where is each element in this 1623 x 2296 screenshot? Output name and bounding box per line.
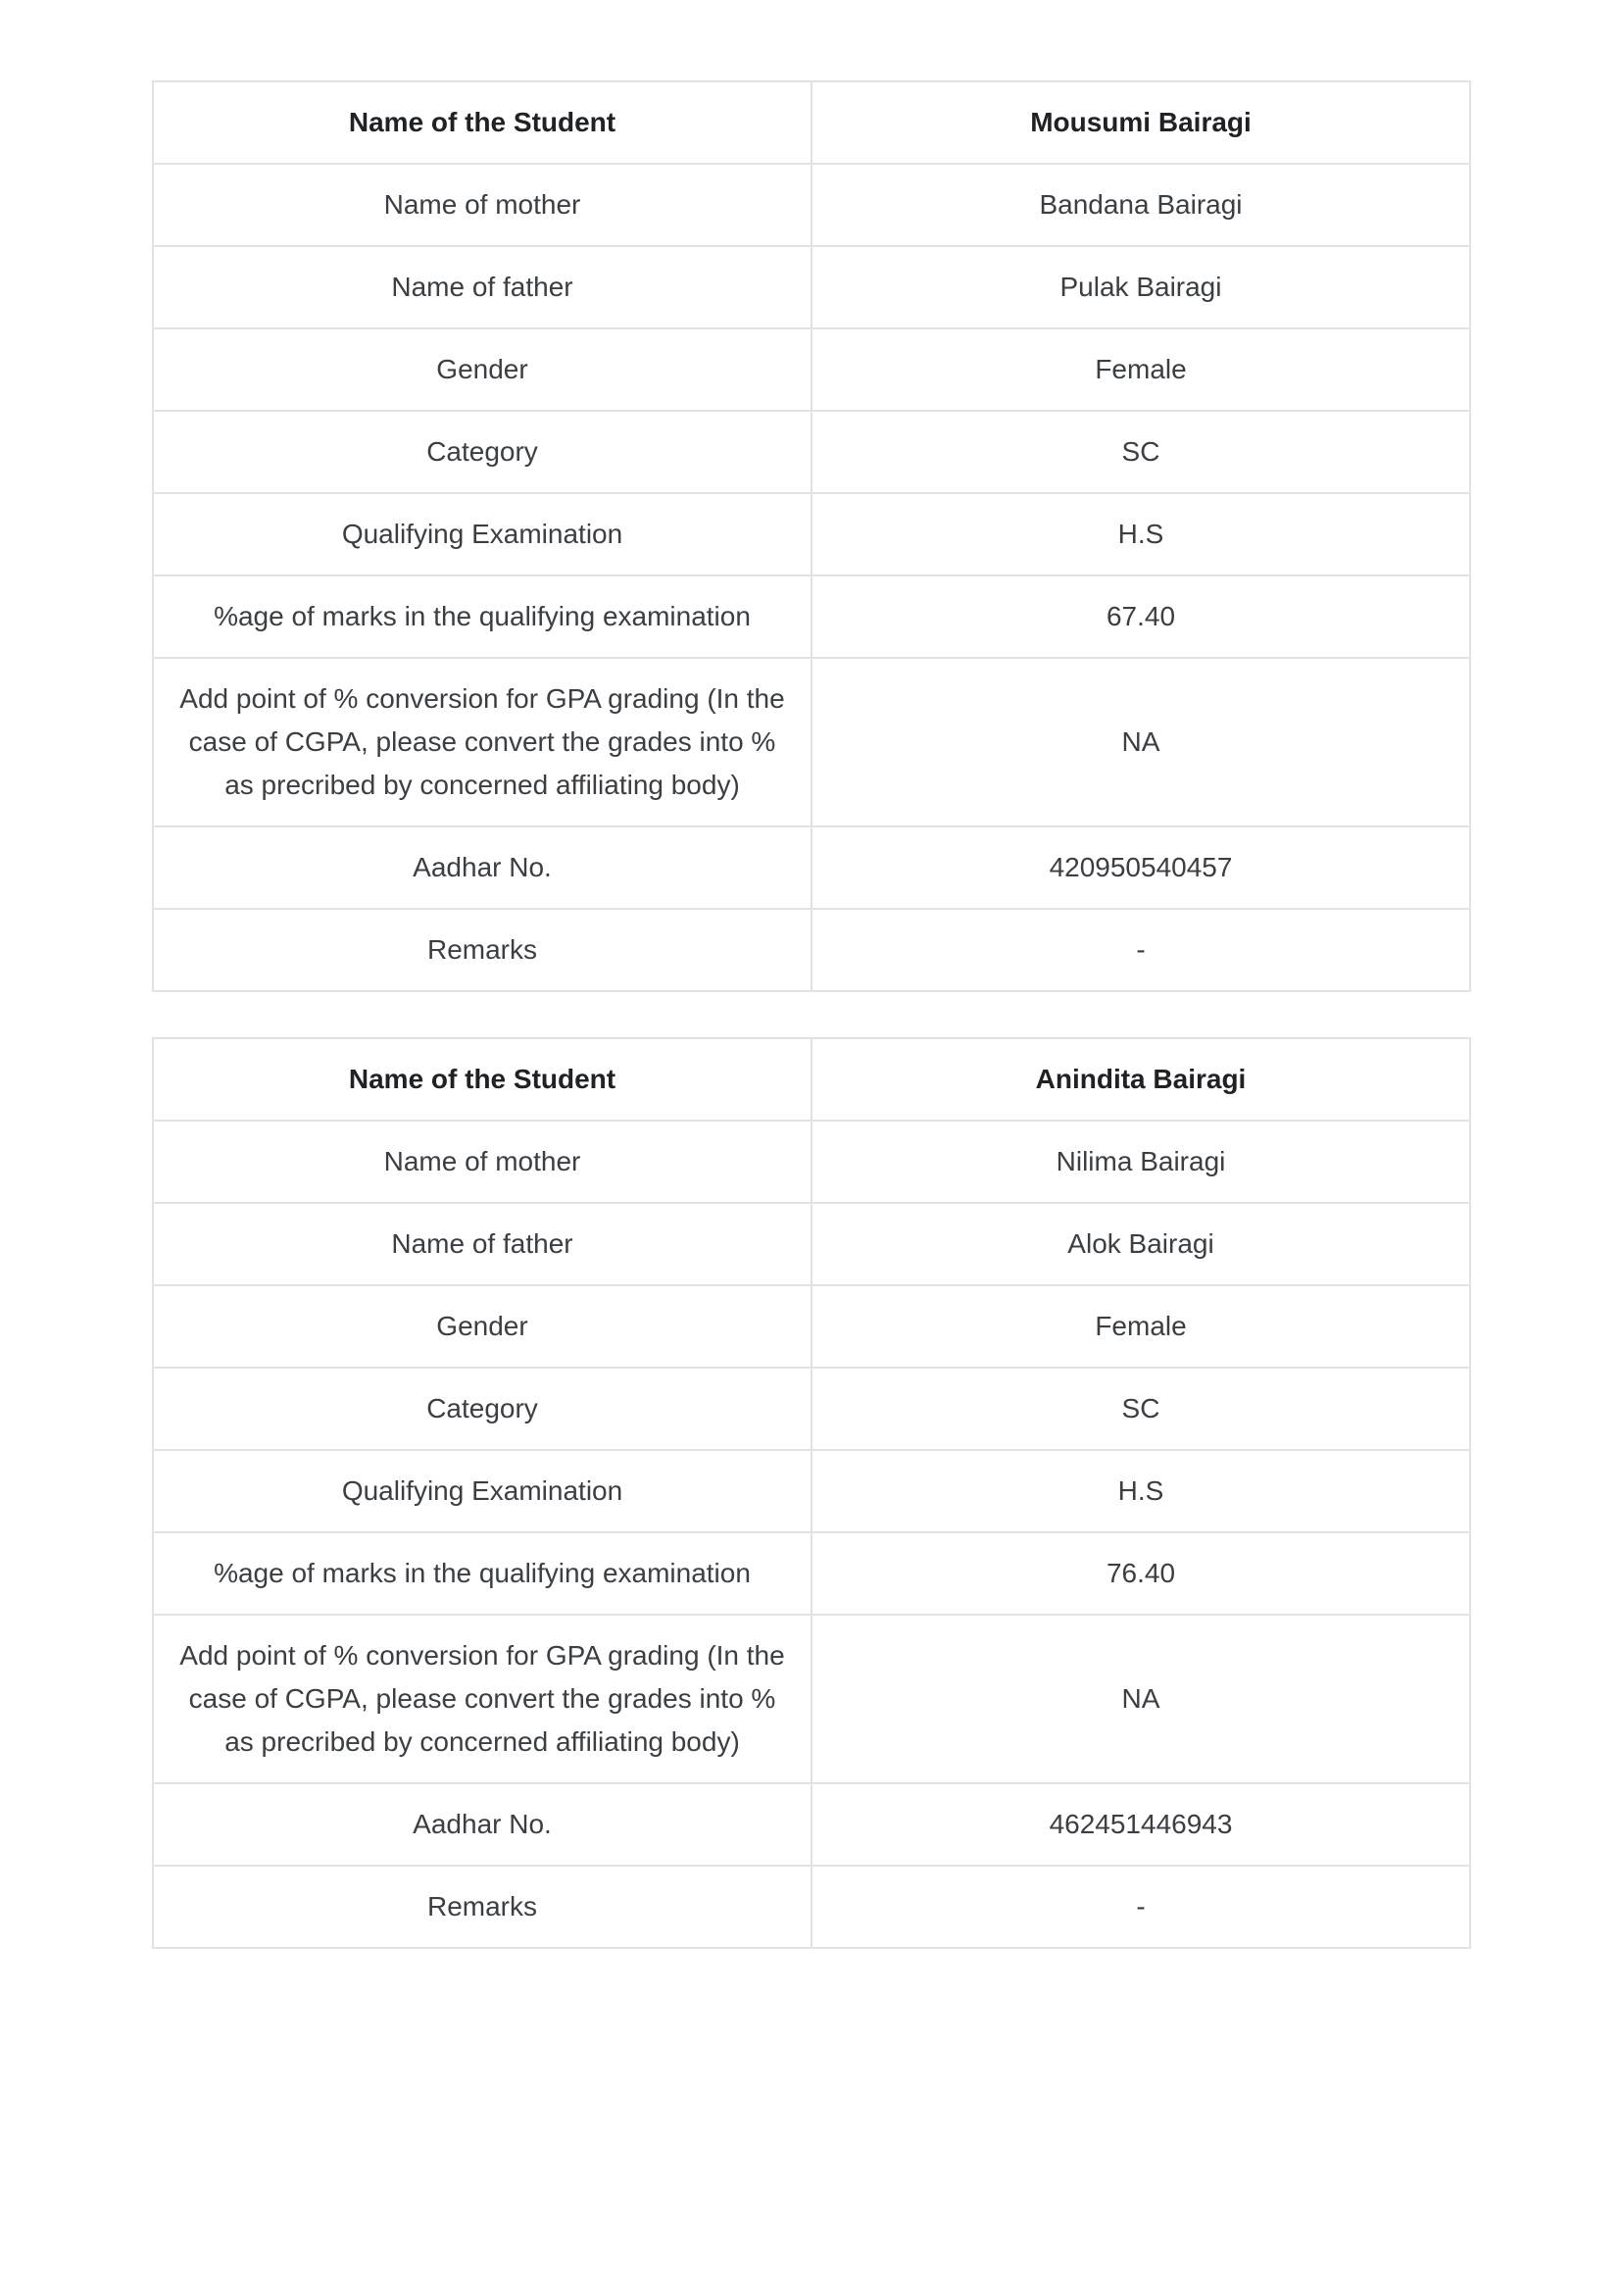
- field-label-cell: Add point of % conversion for GPA grading (In the case of CGPA, please convert the grades into % as precribed by concerned affiliating body): [153, 658, 812, 826]
- field-value-cell: -: [812, 909, 1470, 991]
- field-value-cell: Female: [812, 1285, 1470, 1368]
- field-row: [153, 575, 1470, 658]
- field-label-cell: Name of father: [153, 246, 812, 328]
- field-row: [153, 1783, 1470, 1866]
- field-label-cell: Aadhar No.: [153, 1783, 812, 1866]
- field-label-cell: Gender: [153, 1285, 812, 1368]
- field-value-cell: 76.40: [812, 1532, 1470, 1615]
- page: [152, 0, 1471, 1949]
- field-row: [153, 328, 1470, 411]
- field-row: [153, 411, 1470, 493]
- field-label-cell: Remarks: [153, 909, 812, 991]
- header-value-cell: Mousumi Bairagi: [812, 81, 1470, 164]
- field-label-cell: Name of mother: [153, 164, 812, 246]
- header-label-cell: Name of the Student: [153, 81, 812, 164]
- field-row: [153, 826, 1470, 909]
- field-value-cell: -: [812, 1866, 1470, 1948]
- field-row: [153, 164, 1470, 246]
- field-row: [153, 1368, 1470, 1450]
- field-value-cell: Female: [812, 328, 1470, 411]
- student-info-table-2: [152, 1037, 1471, 1949]
- field-row: [153, 1121, 1470, 1203]
- field-label-cell: Category: [153, 1368, 812, 1450]
- field-label-cell: Remarks: [153, 1866, 812, 1948]
- student-info-table-2-body: [153, 1038, 1470, 1948]
- field-value-cell: 462451446943: [812, 1783, 1470, 1866]
- field-value-cell: SC: [812, 411, 1470, 493]
- field-row: [153, 1450, 1470, 1532]
- field-label-cell: Name of father: [153, 1203, 812, 1285]
- field-label-cell: Qualifying Examination: [153, 1450, 812, 1532]
- field-label-cell: Add point of % conversion for GPA grading (In the case of CGPA, please convert the grades into % as precribed by concerned affiliating body): [153, 1615, 812, 1783]
- field-row: [153, 909, 1470, 991]
- field-label-cell: Gender: [153, 328, 812, 411]
- field-value-cell: H.S: [812, 493, 1470, 575]
- field-label-cell: Name of mother: [153, 1121, 812, 1203]
- field-row: [153, 246, 1470, 328]
- student-record-1: [152, 80, 1471, 992]
- student-record-2: [152, 1037, 1471, 1949]
- field-value-cell: Nilima Bairagi: [812, 1121, 1470, 1203]
- field-value-cell: Pulak Bairagi: [812, 246, 1470, 328]
- field-row: [153, 658, 1470, 826]
- field-label-cell: %age of marks in the qualifying examination: [153, 1532, 812, 1615]
- field-value-cell: 420950540457: [812, 826, 1470, 909]
- field-label-cell: Aadhar No.: [153, 826, 812, 909]
- header-row: [153, 1038, 1470, 1121]
- field-value-cell: NA: [812, 658, 1470, 826]
- field-label-cell: Qualifying Examination: [153, 493, 812, 575]
- field-value-cell: H.S: [812, 1450, 1470, 1532]
- field-value-cell: Alok Bairagi: [812, 1203, 1470, 1285]
- field-row: [153, 1866, 1470, 1948]
- header-value-cell: Anindita Bairagi: [812, 1038, 1470, 1121]
- field-row: [153, 1285, 1470, 1368]
- field-value-cell: SC: [812, 1368, 1470, 1450]
- header-row: [153, 81, 1470, 164]
- field-row: [153, 493, 1470, 575]
- student-info-table-1: [152, 80, 1471, 992]
- field-label-cell: Category: [153, 411, 812, 493]
- field-row: [153, 1203, 1470, 1285]
- field-label-cell: %age of marks in the qualifying examination: [153, 575, 812, 658]
- field-row: [153, 1615, 1470, 1783]
- field-row: [153, 1532, 1470, 1615]
- student-info-table-1-body: [153, 81, 1470, 991]
- header-label-cell: Name of the Student: [153, 1038, 812, 1121]
- field-value-cell: Bandana Bairagi: [812, 164, 1470, 246]
- field-value-cell: NA: [812, 1615, 1470, 1783]
- field-value-cell: 67.40: [812, 575, 1470, 658]
